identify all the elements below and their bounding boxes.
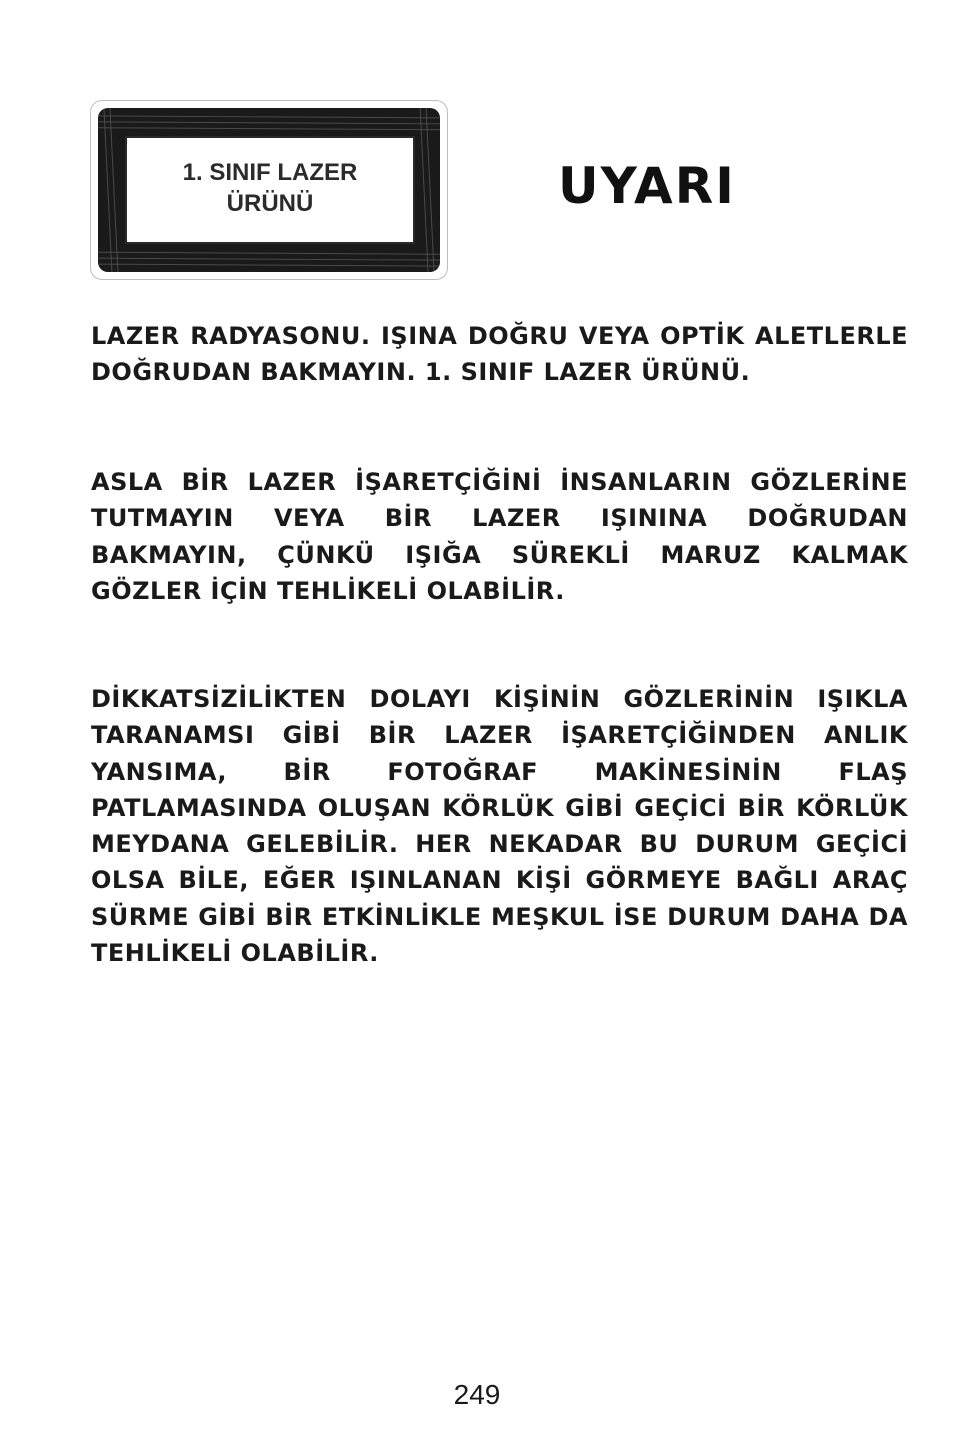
- warning-title: UYARI: [558, 157, 736, 215]
- laser-label-text: 1. SINIF LAZER ÜRÜNÜ: [182, 159, 358, 217]
- warning-paragraph-2: ASLA BİR LAZER İŞARETÇİĞİNİ İNSANLARIN GÖZLERİNE TUTMAYIN VEYA BİR LAZER IŞININA DOĞRUDAN BAKMAYIN, ÇÜNKÜ IŞIĞA SÜREKLİ MARUZ KALMAK GÖZLER İÇİN TEHLİKELİ OLABİLİR.: [91, 468, 908, 605]
- page-number: 249: [453, 1379, 501, 1410]
- warning-paragraph-3: DİKKATSİZİLİKTEN DOLAYI KİŞİNİN GÖZLERİNİN IŞIKLA TARANAMSI GİBİ BİR LAZER İŞARETÇİĞİNDEN ANLIK YANSIMA, BİR FOTOĞRAF MAKİNESİNİN FLAŞ PATLAMASINDA OLUŞAN KÖRLÜK GİBİ GEÇİCİ BİR KÖRLÜK MEYDANA GELEBİLİR. HER NEKADAR BU DURUM GEÇİCİ OLSA BİLE, EĞER IŞINLANAN KİŞİ GÖRMEYE BAĞLI ARAÇ SÜRME GİBİ BİR ETKİNLİKLE MEŞKUL İSE DURUM DAHA DA TEHLİKELİ OLABİLİR.: [91, 685, 908, 968]
- warning-paragraph-1: LAZER RADYASONU. IŞINA DOĞRU VEYA OPTİK ALETLERLE DOĞRUDAN BAKMAYIN. 1. SINIF LAZER ÜRÜNÜ.: [91, 322, 908, 387]
- laser-label-frame: [98, 108, 440, 272]
- laser-label-window: [125, 136, 415, 244]
- laser-class-label: [90, 100, 448, 280]
